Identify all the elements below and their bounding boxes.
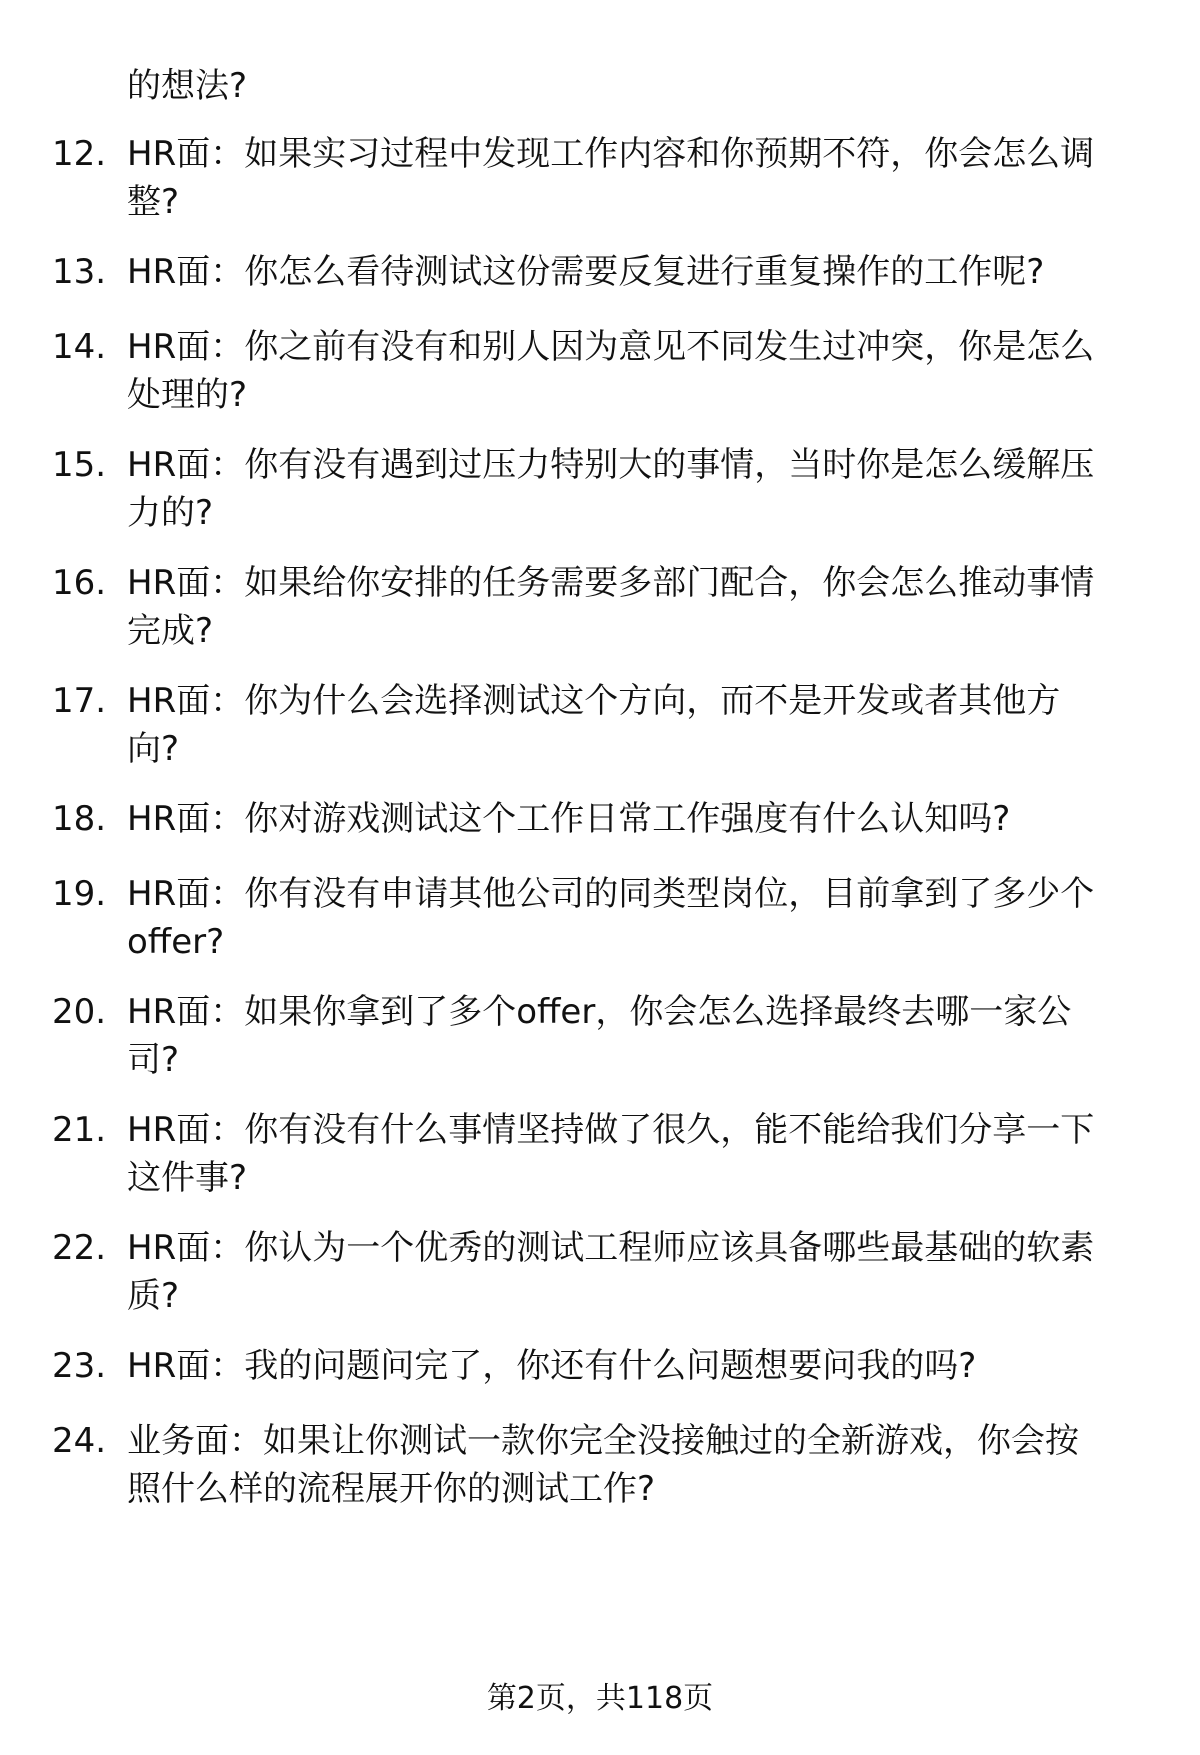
question-text: HR面：你怎么看待测试这份需要反复进行重复操作的工作呢? [127, 252, 1045, 292]
question-text: 业务面：如果让你测试一款你完全没接触过的全新游戏，你会按 照什么样的流程展开你的测试工作? [127, 1421, 1079, 1509]
question-text: HR面：你之前有没有和别人因为意见不同发生过冲突，你是怎么 处理的? [127, 327, 1095, 415]
question-text: HR面：如果给你安排的任务需要多部门配合，你会怎么推动事情 完成? [127, 563, 1095, 651]
question-number: 14. [52, 327, 107, 367]
question-text: HR面：如果实习过程中发现工作内容和你预期不符，你会怎么调 整? [127, 134, 1095, 222]
question-number: 22. [52, 1228, 107, 1268]
question-number: 24. [52, 1421, 107, 1461]
question-text: HR面：你为什么会选择测试这个方向，而不是开发或者其他方 向? [127, 681, 1061, 769]
question-number: 20. [52, 992, 107, 1032]
question-text: HR面：你有没有申请其他公司的同类型岗位，目前拿到了多少个 offer? [127, 874, 1095, 962]
question-number: 19. [52, 874, 107, 914]
question-number: 21. [52, 1110, 107, 1150]
question-text: HR面：你对游戏测试这个工作日常工作强度有什么认知吗? [127, 799, 1011, 839]
question-number: 17. [52, 681, 107, 721]
question-number: 12. [52, 134, 107, 174]
question-number: 18. [52, 799, 107, 839]
page-footer: 第2页，共118页 [486, 1681, 714, 1716]
continuation-text: 的想法? [127, 66, 248, 106]
question-number: 15. [52, 445, 107, 485]
question-number: 13. [52, 252, 107, 292]
question-text: HR面：你有没有什么事情坚持做了很久，能不能给我们分享一下 这件事? [127, 1110, 1095, 1198]
question-number: 16. [52, 563, 107, 603]
question-text: HR面：如果你拿到了多个offer，你会怎么选择最终去哪一家公 司? [127, 992, 1072, 1080]
question-text: HR面：你有没有遇到过压力特别大的事情，当时你是怎么缓解压 力的? [127, 445, 1095, 533]
question-text: HR面：你认为一个优秀的测试工程师应该具备哪些最基础的软素 质? [127, 1228, 1095, 1316]
question-text: HR面：我的问题问完了，你还有什么问题想要问我的吗? [127, 1346, 977, 1386]
question-number: 23. [52, 1346, 107, 1386]
